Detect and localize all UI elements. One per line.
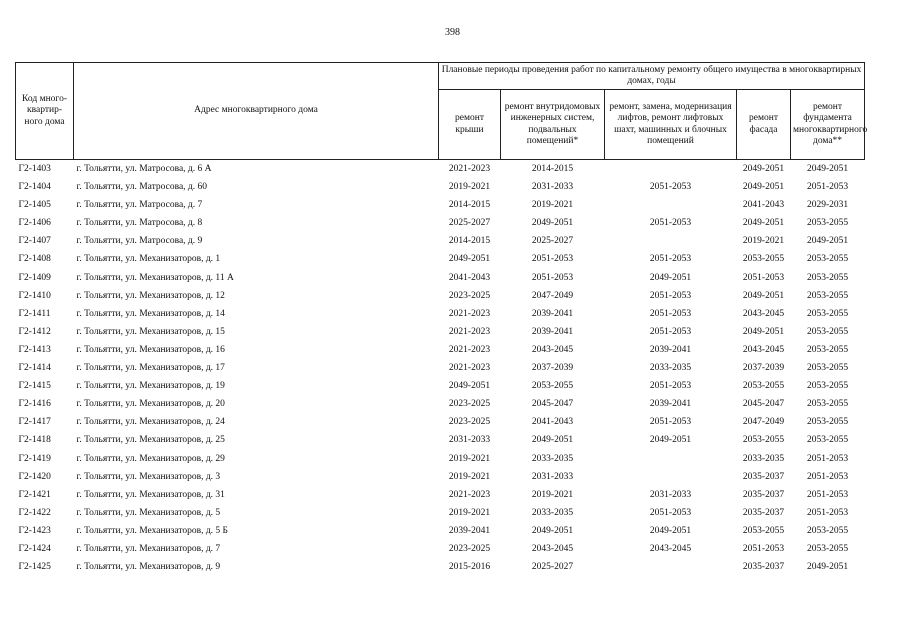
cell-elevators: 2051-2053 xyxy=(649,182,692,193)
cell-roof: 2021-2023 xyxy=(448,344,491,355)
header-foundation-repair: ремонт фундамента многоквартирного дома** xyxy=(791,90,865,160)
capital-repair-schedule-table xyxy=(15,62,868,576)
cell-elevators xyxy=(605,558,737,576)
cell-elevators: 2039-2041 xyxy=(649,344,692,355)
cell-address: г. Тольятти, ул. Механизаторов, д. 24 xyxy=(76,417,225,428)
cell-roof: 2041-2043 xyxy=(448,272,491,283)
header-code: Код много-квартир-ного дома xyxy=(16,63,74,160)
cell-facade: 2053-2055 xyxy=(742,254,785,265)
cell-facade: 2035-2037 xyxy=(742,471,785,482)
cell-address: г. Тольятти, ул. Матросова, д. 7 xyxy=(76,200,203,211)
cell-code: Г2-1413 xyxy=(18,344,51,355)
table-row xyxy=(16,305,865,323)
cell-roof: 2021-2023 xyxy=(448,308,491,319)
cell-address: г. Тольятти, ул. Матросова, д. 60 xyxy=(76,182,207,193)
cell-roof: 2023-2025 xyxy=(448,543,491,554)
table-row xyxy=(16,341,865,359)
cell-engineering: 2049-2051 xyxy=(531,435,574,446)
cell-engineering: 2019-2021 xyxy=(531,489,574,500)
cell-foundation: 2049-2051 xyxy=(791,160,865,179)
table-row xyxy=(16,250,865,268)
cell-elevators xyxy=(605,232,737,250)
cell-engineering: 2041-2043 xyxy=(531,417,574,428)
cell-engineering: 2025-2027 xyxy=(531,562,574,573)
cell-facade: 2041-2043 xyxy=(742,200,785,211)
cell-elevators xyxy=(605,196,737,214)
cell-address: г. Тольятти, ул. Механизаторов, д. 14 xyxy=(76,308,225,319)
cell-foundation: 2053-2055 xyxy=(806,381,849,392)
cell-foundation: 2053-2055 xyxy=(806,308,849,319)
cell-elevators: 2039-2041 xyxy=(649,399,692,410)
cell-address: г. Тольятти, ул. Механизаторов, д. 1 xyxy=(76,254,221,265)
cell-elevators: 2051-2053 xyxy=(649,290,692,301)
table-row xyxy=(16,522,865,540)
cell-engineering: 2049-2051 xyxy=(531,218,574,229)
cell-code: Г2-1418 xyxy=(18,435,51,446)
cell-facade: 2019-2021 xyxy=(742,236,785,247)
cell-roof: 2019-2021 xyxy=(448,182,491,193)
cell-address: г. Тольятти, ул. Механизаторов, д. 29 xyxy=(76,453,225,464)
cell-code: Г2-1422 xyxy=(18,507,51,518)
table-row xyxy=(16,504,865,522)
cell-engineering: 2051-2053 xyxy=(531,254,574,265)
cell-code: Г2-1415 xyxy=(18,381,51,392)
cell-facade: 2045-2047 xyxy=(742,399,785,410)
table-row xyxy=(16,269,865,287)
cell-elevators: 2033-2035 xyxy=(649,363,692,374)
cell-code: Г2-1409 xyxy=(18,272,51,283)
header-facade-repair: ремонт фасада xyxy=(737,90,791,160)
cell-roof: 2023-2025 xyxy=(448,290,491,301)
cell-engineering: 2039-2041 xyxy=(531,308,574,319)
cell-foundation: 2053-2055 xyxy=(806,218,849,229)
table-row xyxy=(16,540,865,558)
cell-code: Г2-1408 xyxy=(18,254,51,265)
cell-engineering: 2037-2039 xyxy=(531,363,574,374)
cell-facade: 2033-2035 xyxy=(742,453,785,464)
cell-foundation: 2053-2055 xyxy=(806,363,849,374)
cell-elevators: 2049-2051 xyxy=(649,272,692,283)
header-elevators: ремонт, замена, модернизация лифтов, ремонт лифтовых шахт, машинных и блочных помещений xyxy=(605,90,737,160)
cell-foundation: 2053-2055 xyxy=(806,525,849,536)
cell-roof: 2031-2033 xyxy=(448,435,491,446)
table-body xyxy=(16,160,865,577)
cell-elevators: 2051-2053 xyxy=(649,417,692,428)
cell-roof: 2019-2021 xyxy=(448,507,491,518)
cell-engineering: 2053-2055 xyxy=(531,381,574,392)
cell-facade: 2037-2039 xyxy=(742,363,785,374)
table-row xyxy=(16,468,865,486)
cell-engineering: 2043-2045 xyxy=(531,344,574,355)
cell-code: Г2-1416 xyxy=(18,399,51,410)
cell-code: Г2-1406 xyxy=(18,218,51,229)
cell-roof: 2025-2027 xyxy=(448,218,491,229)
cell-elevators xyxy=(605,468,737,486)
cell-roof: 2023-2025 xyxy=(448,399,491,410)
cell-engineering: 2014-2015 xyxy=(501,160,605,179)
cell-roof: 2021-2023 xyxy=(448,363,491,374)
header-periods-group: Плановые периоды проведения работ по капитальному ремонту общего имущества в многоквартирных домах, годы xyxy=(439,63,865,90)
cell-roof: 2049-2051 xyxy=(448,254,491,265)
cell-address: г. Тольятти, ул. Механизаторов, д. 19 xyxy=(76,381,225,392)
cell-elevators: 2031-2033 xyxy=(649,489,692,500)
table-row xyxy=(16,196,865,214)
cell-facade: 2049-2051 xyxy=(742,290,785,301)
cell-address: г. Тольятти, ул. Механизаторов, д. 5 Б xyxy=(76,525,229,536)
cell-facade: 2049-2051 xyxy=(742,218,785,229)
cell-elevators: 2051-2053 xyxy=(649,507,692,518)
cell-elevators: 2051-2053 xyxy=(649,218,692,229)
cell-facade: 2053-2055 xyxy=(742,525,785,536)
cell-facade: 2049-2051 xyxy=(737,160,791,179)
table-row xyxy=(16,160,865,179)
cell-address: г. Тольятти, ул. Механизаторов, д. 15 xyxy=(76,326,225,337)
table-row xyxy=(16,486,865,504)
cell-code: Г2-1424 xyxy=(18,543,51,554)
cell-foundation: 2053-2055 xyxy=(806,254,849,265)
cell-facade: 2049-2051 xyxy=(742,326,785,337)
cell-roof: 2021-2023 xyxy=(448,489,491,500)
cell-engineering: 2045-2047 xyxy=(531,399,574,410)
cell-facade: 2035-2037 xyxy=(742,562,785,573)
cell-facade: 2035-2037 xyxy=(742,489,785,500)
cell-engineering: 2033-2035 xyxy=(531,507,574,518)
cell-engineering: 2025-2027 xyxy=(531,236,574,247)
table-row xyxy=(16,450,865,468)
cell-roof: 2015-2016 xyxy=(448,562,491,573)
page-number: 398 xyxy=(445,27,460,38)
cell-address: г. Тольятти, ул. Механизаторов, д. 25 xyxy=(76,435,225,446)
table-row xyxy=(16,214,865,232)
cell-roof: 2019-2021 xyxy=(448,471,491,482)
cell-elevators xyxy=(605,450,737,468)
cell-engineering: 2043-2045 xyxy=(531,543,574,554)
cell-roof: 2039-2041 xyxy=(448,525,491,536)
cell-elevators: 2049-2051 xyxy=(649,525,692,536)
cell-facade: 2051-2053 xyxy=(742,272,785,283)
cell-elevators: 2051-2053 xyxy=(649,381,692,392)
table-row xyxy=(16,232,865,250)
cell-code: Г2-1420 xyxy=(18,471,51,482)
cell-engineering: 2051-2053 xyxy=(531,272,574,283)
cell-code: Г2-1419 xyxy=(18,453,51,464)
cell-foundation: 2053-2055 xyxy=(806,290,849,301)
cell-address: г. Тольятти, ул. Механизаторов, д. 31 xyxy=(76,489,225,500)
cell-address: г. Тольятти, ул. Механизаторов, д. 7 xyxy=(76,543,221,554)
cell-elevators: 2051-2053 xyxy=(649,308,692,319)
cell-foundation: 2051-2053 xyxy=(806,453,849,464)
table-row xyxy=(16,178,865,196)
cell-address: г. Тольятти, ул. Матросова, д. 6 А xyxy=(74,160,439,179)
cell-engineering: 2031-2033 xyxy=(531,182,574,193)
cell-code: Г2-1425 xyxy=(18,562,51,573)
cell-code: Г2-1412 xyxy=(18,326,51,337)
cell-elevators: 2051-2053 xyxy=(649,326,692,337)
cell-facade: 2035-2037 xyxy=(742,507,785,518)
cell-foundation: 2053-2055 xyxy=(806,435,849,446)
table-row xyxy=(16,323,865,341)
table-row xyxy=(16,431,865,449)
cell-engineering: 2049-2051 xyxy=(531,525,574,536)
table-row xyxy=(16,377,865,395)
cell-foundation: 2053-2055 xyxy=(806,543,849,554)
cell-foundation: 2049-2051 xyxy=(806,562,849,573)
cell-engineering: 2031-2033 xyxy=(531,471,574,482)
cell-address: г. Тольятти, ул. Механизаторов, д. 5 xyxy=(76,507,221,518)
cell-engineering: 2019-2021 xyxy=(531,200,574,211)
table-row xyxy=(16,395,865,413)
cell-facade: 2047-2049 xyxy=(742,417,785,428)
cell-engineering: 2033-2035 xyxy=(531,453,574,464)
cell-address: г. Тольятти, ул. Механизаторов, д. 11 А xyxy=(76,272,234,283)
cell-address: г. Тольятти, ул. Матросова, д. 8 xyxy=(76,218,203,229)
cell-address: г. Тольятти, ул. Механизаторов, д. 12 xyxy=(76,290,225,301)
cell-roof: 2023-2025 xyxy=(448,417,491,428)
cell-foundation: 2053-2055 xyxy=(806,417,849,428)
cell-foundation: 2051-2053 xyxy=(806,182,849,193)
table-row xyxy=(16,413,865,431)
cell-code: Г2-1411 xyxy=(18,308,51,319)
cell-facade: 2043-2045 xyxy=(742,344,785,355)
cell-address: г. Тольятти, ул. Механизаторов, д. 9 xyxy=(76,562,221,573)
cell-engineering: 2047-2049 xyxy=(531,290,574,301)
cell-code: Г2-1407 xyxy=(18,236,51,247)
cell-code: Г2-1423 xyxy=(18,525,51,536)
cell-roof: 2014-2015 xyxy=(448,200,491,211)
cell-code: Г2-1410 xyxy=(18,290,51,301)
cell-roof: 2021-2023 xyxy=(448,326,491,337)
cell-elevators: 2043-2045 xyxy=(649,543,692,554)
cell-facade: 2051-2053 xyxy=(742,543,785,554)
cell-foundation: 2051-2053 xyxy=(806,489,849,500)
cell-address: г. Тольятти, ул. Механизаторов, д. 16 xyxy=(76,344,225,355)
cell-foundation: 2053-2055 xyxy=(806,344,849,355)
cell-facade: 2053-2055 xyxy=(742,381,785,392)
cell-code: Г2-1421 xyxy=(18,489,51,500)
cell-roof: 2049-2051 xyxy=(448,381,491,392)
cell-code: Г2-1403 xyxy=(16,160,74,179)
cell-elevators: 2049-2051 xyxy=(649,435,692,446)
header-roof-repair: ремонт крыши xyxy=(439,90,501,160)
cell-roof: 2014-2015 xyxy=(448,236,491,247)
cell-foundation: 2051-2053 xyxy=(806,471,849,482)
cell-foundation: 2053-2055 xyxy=(806,326,849,337)
table-row xyxy=(16,287,865,305)
cell-code: Г2-1405 xyxy=(18,200,51,211)
cell-facade: 2049-2051 xyxy=(742,182,785,193)
cell-foundation: 2051-2053 xyxy=(806,507,849,518)
header-engineering-systems: ремонт внутридомовых инженерных систем, подвальных помещений* xyxy=(501,90,605,160)
cell-facade: 2053-2055 xyxy=(742,435,785,446)
cell-foundation: 2029-2031 xyxy=(806,200,849,211)
cell-roof: 2021-2023 xyxy=(439,160,501,179)
cell-code: Г2-1417 xyxy=(18,417,51,428)
header-address: Адрес многоквартирного дома xyxy=(74,63,439,160)
table-row xyxy=(16,359,865,377)
cell-address: г. Тольятти, ул. Механизаторов, д. 3 xyxy=(76,471,221,482)
cell-engineering: 2039-2041 xyxy=(531,326,574,337)
cell-address: г. Тольятти, ул. Механизаторов, д. 20 xyxy=(76,399,225,410)
cell-foundation: 2053-2055 xyxy=(806,272,849,283)
cell-roof: 2019-2021 xyxy=(448,453,491,464)
cell-code: Г2-1404 xyxy=(18,182,51,193)
table-row xyxy=(16,558,865,576)
cell-foundation: 2049-2051 xyxy=(806,236,849,247)
cell-foundation: 2053-2055 xyxy=(806,399,849,410)
cell-elevators xyxy=(605,160,737,179)
cell-elevators: 2051-2053 xyxy=(649,254,692,265)
cell-address: г. Тольятти, ул. Матросова, д. 9 xyxy=(76,236,203,247)
cell-facade: 2043-2045 xyxy=(742,308,785,319)
cell-address: г. Тольятти, ул. Механизаторов, д. 17 xyxy=(76,363,225,374)
cell-code: Г2-1414 xyxy=(18,363,51,374)
